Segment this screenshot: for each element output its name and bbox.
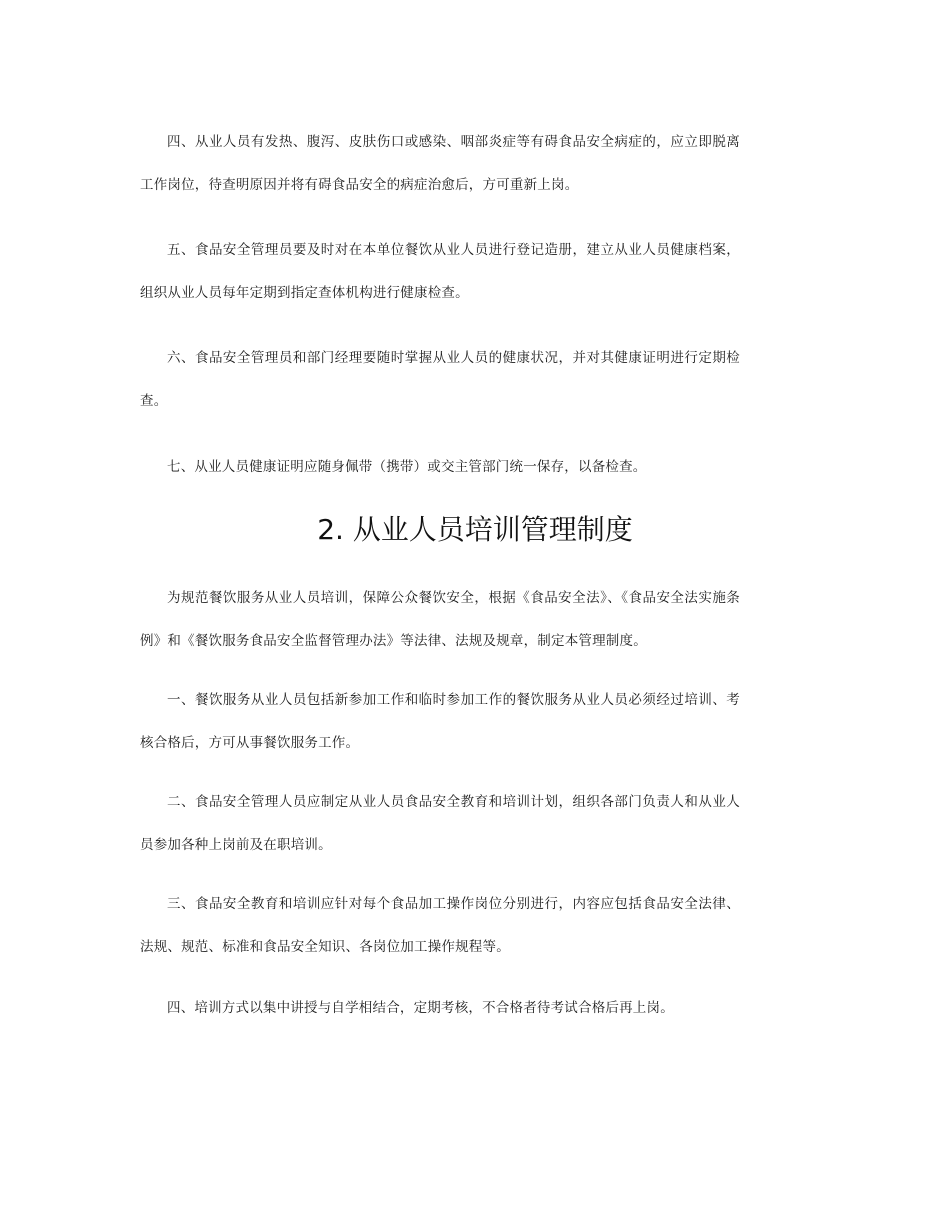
health-rule-6: 六、食品安全管理员和部门经理要随时掌握从业人员的健康状况，并对其健康证明进行定期检查。 bbox=[140, 350, 740, 409]
training-rule-1: 一、餐饮服务从业人员包括新参加工作和临时参加工作的餐饮服务从业人员必须经过培训、考核合格后，方可从事餐饮服务工作。 bbox=[140, 692, 740, 751]
section-title-training: 2. 从业人员培训管理制度 bbox=[317, 513, 633, 546]
health-rule-4: 四、从业人员有发热、腹泻、皮肤伤口或感染、咽部炎症等有碍食品安全病症的，应立即脱离工作岗位，待查明原因并将有碍食品安全的病症治愈后，方可重新上岗。 bbox=[140, 134, 740, 193]
health-rule-7: 七、从业人员健康证明应随身佩带（携带）或交主管部门统一保存，以备检查。 bbox=[167, 459, 647, 475]
training-rule-4: 四、培训方式以集中讲授与自学相结合，定期考核，不合格者待考试合格后再上岗。 bbox=[167, 1000, 674, 1016]
training-rule-2: 二、食品安全管理人员应制定从业人员食品安全教育和培训计划，组织各部门负责人和从业人员参加各种上岗前及在职培训。 bbox=[140, 794, 740, 853]
training-intro: 为规范餐饮服务从业人员培训，保障公众餐饮安全，根据《食品安全法》、《食品安全法实施条例》和《餐饮服务食品安全监督管理办法》等法律、法规及规章，制定本管理制度。 bbox=[140, 590, 740, 649]
training-rule-3: 三、食品安全教育和培训应针对每个食品加工操作岗位分别进行，内容应包括食品安全法律、法规、规范、标准和食品安全知识、各岗位加工操作规程等。 bbox=[140, 896, 740, 955]
health-rule-5: 五、食品安全管理员要及时对在本单位餐饮从业人员进行登记造册，建立从业人员健康档案，组织从业人员每年定期到指定查体机构进行健康检查。 bbox=[140, 242, 740, 301]
